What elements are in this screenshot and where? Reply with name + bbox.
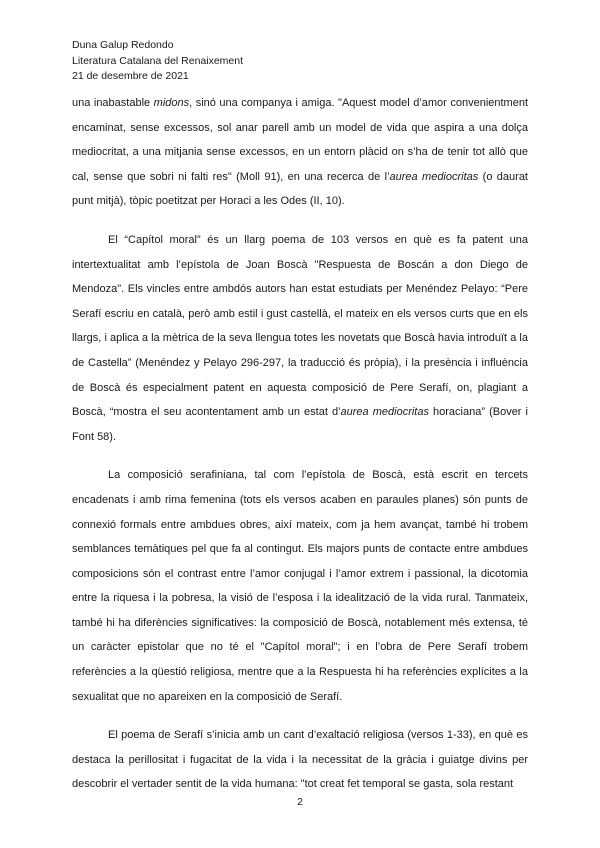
header-course: Literatura Catalana del Renaixement [72, 54, 244, 67]
header-date: 21 de desembre de 2021 [72, 70, 189, 82]
page-number: 2 [297, 796, 303, 808]
paragraph-text: , sinó una companya i amiga. "Aquest model d’amor convenientment encaminat, sense excessos, sol anar parell amb un model de vida que aspira a una dolça mediocritat, a una mitjania sense excessos, en un entorn plàcid on s’ha de tenir tot allò que cal, sense que sobri ni falti res" (Moll 91), en una recerca de l’ [72, 97, 529, 183]
paragraph-text: El “Capítol moral” és un llarg poema de 103 versos en què es fa patent una intertextualitat amb l’epístola de Joan Boscà "Respuesta de Boscán a don Diego de Mendoza". Els vincles entre ambdós autors han estat estudiats per Menéndez Pelayo: “Pere Serafí escriu en català, però amb estil i gust castellà, el mateix en els versos curts que en els llargs, i aplica a la mètrica de la seva llengua totes les novetats que Boscà havia introduït a la de Castella” (Menéndez y Pelayo 296-297, la traducció és pròpia), i la presència i influència de Boscà és especialment patent en aquesta composició de Pere Serafí, on, plagiant a Boscà, “mostra el seu acontentament amb un estat d’ [72, 233, 528, 419]
paragraph-text: La composició serafiniana, tal com l’epístola de Boscà, està escrit en tercets encadenats i amb rima femenina (tots els versos acaben en paraules planes) són punts de connexió formals entre ambdues obres, així mateix, com ja hem avançat, també hi trobem semblances temàtiques pel que fa al contingut. Els majors punts de contacte entre ambdues composicions són el contrast entre l’amor conjugal i l’amor extrem i passional, la dicotomia entre la riquesa i la pobresa, la visió de l’esposa i la idealització de la vida rural. Tanmateix, també hi ha diferències significatives: la composició de Boscà, notablement més extensa, té un caràcter epistolar que no té el "Capítol moral"; i en l’obra de Pere Serafí trobem referències a la qüestió religiosa, mentre que a la Respuesta hi ha referències explícites a la sexualitat que no apareixen en la composició de Serafí. [72, 469, 528, 703]
paragraph [72, 91, 528, 214]
page-header [72, 38, 243, 85]
paragraph [72, 228, 528, 449]
paragraph-text: (o daurat punt mitjà), tòpic poetitzat per Horaci a les Odes (II, 10). [72, 170, 528, 208]
paragraph [72, 463, 528, 709]
italic-text: midons [153, 97, 190, 109]
italic-text: aurea mediocritas [340, 406, 429, 419]
italic-text: aurea mediocritas [389, 170, 479, 183]
paragraph [72, 723, 528, 797]
header-author: Duna Galup Redondo [72, 39, 174, 51]
paragraph-text: horaciana” (Bover i Font 58). [72, 406, 528, 443]
paragraph-text: una inabastable [72, 97, 154, 109]
paragraph-text: El poema de Serafí s’inicia amb un cant d’exaltació religiosa (versos 1-33), en què es destaca la perillositat i fugacitat de la vida i la necessitat de la gràcia i guiatge divins per descobrir el vertader sentit de la vida humana: "tot creat fet temporal se gasta, sola restant [72, 729, 528, 791]
document-body [72, 91, 528, 811]
